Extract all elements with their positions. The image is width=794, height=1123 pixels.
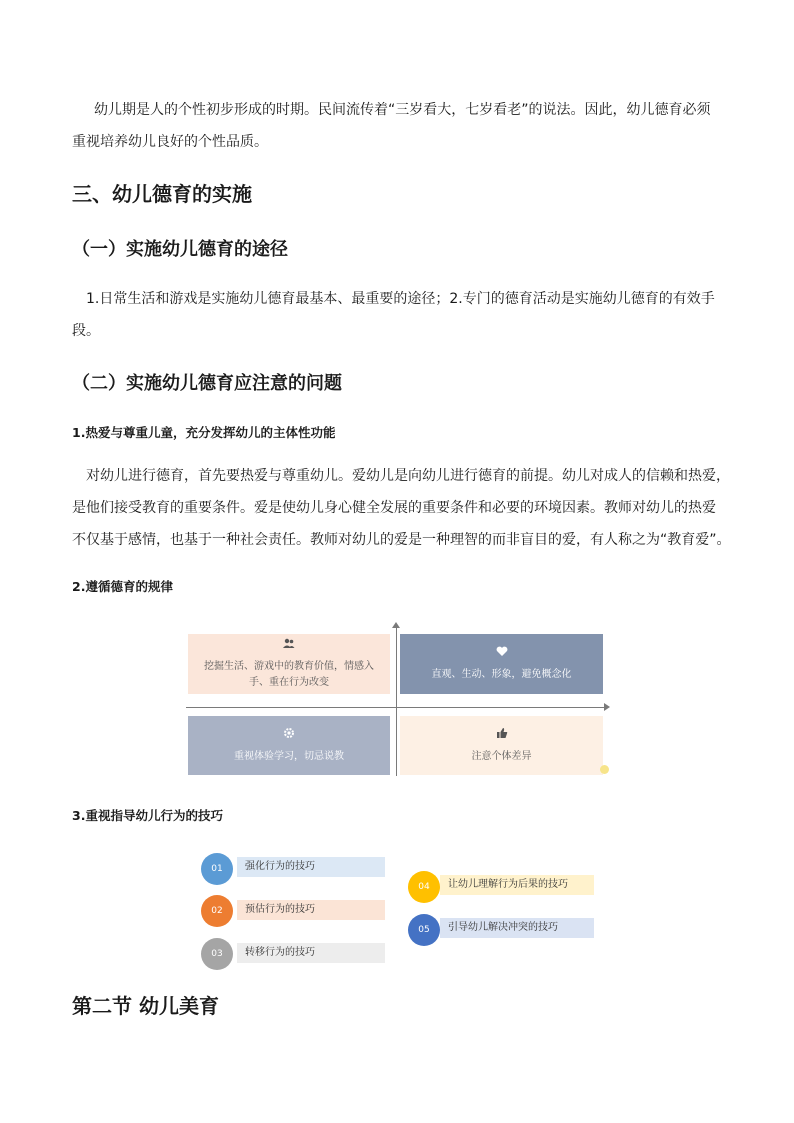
quadrant-bottom-left-text: 重视体验学习，切忌说教: [234, 750, 344, 762]
skill-number-05: 05: [408, 914, 440, 946]
gear-icon: [283, 727, 295, 745]
horizontal-axis-arrow: [604, 703, 610, 711]
people-icon: [283, 638, 295, 655]
item-1-line-1: 对幼儿进行德育，首先要热爱与尊重幼儿。爱幼儿是向幼儿进行德育的前提。幼儿对成人的信赖和热爱，: [86, 468, 730, 484]
skill-bar-05: [440, 918, 594, 938]
item-2-title: 2.遵循德育的规律: [72, 579, 173, 594]
quadrant-top-left-text: 挖掘生活、游戏中的教育价值，情感入手、重在行为改变: [204, 660, 374, 688]
subsection-1-line-1: 1.日常生活和游戏是实施幼儿德育最基本、最重要的途径；2.专门的德育活动是实施幼儿德育的有效手: [86, 291, 715, 307]
quadrant-top-right: [400, 634, 603, 694]
intro-line-1: 幼儿期是人的个性初步形成的时期。民间流传着“三岁看大，七岁看老”的说法。因此，幼儿德育必须: [94, 102, 711, 118]
skill-bar-04: [440, 875, 594, 895]
skill-label: 让幼儿理解行为后果的技巧: [448, 879, 568, 890]
subsection-2-title: （二）实施幼儿德育应注意的问题: [72, 373, 342, 394]
quadrant-top-right-text: 直观、生动、形象，避免概念化: [431, 668, 572, 680]
horizontal-axis: [186, 707, 606, 708]
skill-bar-03: [237, 943, 385, 963]
item-1-title: 1.热爱与尊重儿童，充分发挥幼儿的主体性功能: [72, 425, 336, 440]
intro-line-2: 重视培养幼儿良好的个性品质。: [72, 134, 268, 150]
skill-number-04: 04: [408, 871, 440, 903]
decorative-dot: [600, 765, 609, 774]
skill-label: 预估行为的技巧: [245, 904, 315, 915]
thumbs-up-icon: [496, 727, 508, 745]
skill-number-03: 03: [201, 938, 233, 970]
vertical-axis: [396, 624, 397, 776]
section-3-title: 三、幼儿德育的实施: [72, 182, 252, 206]
subsection-1-line-2: 段。: [72, 323, 100, 339]
skill-number-02: 02: [201, 895, 233, 927]
subsection-1-title: （一）实施幼儿德育的途径: [72, 239, 288, 260]
skill-label: 强化行为的技巧: [245, 861, 315, 872]
skill-number-01: 01: [201, 853, 233, 885]
next-section-title: 第二节 幼儿美育: [72, 994, 219, 1018]
item-3-title: 3.重视指导幼儿行为的技巧: [72, 808, 223, 823]
quadrant-top-left: [188, 634, 390, 694]
skill-label: 引导幼儿解决冲突的技巧: [448, 922, 558, 933]
heart-icon: [496, 646, 508, 663]
item-1-line-2: 是他们接受教育的重要条件。爱是使幼儿身心健全发展的重要条件和必要的环境因素。教师对幼儿的热爱: [72, 500, 716, 516]
item-1-line-3: 不仅基于感情，也基于一种社会责任。教师对幼儿的爱是一种理智的而非盲目的爱，有人称之为“教育爱”。: [72, 532, 731, 548]
quadrant-bottom-left: [188, 716, 390, 775]
quadrant-bottom-right-text: 注意个体差异: [471, 750, 532, 762]
skill-bar-02: [237, 900, 385, 920]
skill-bar-01: [237, 857, 385, 877]
skill-label: 转移行为的技巧: [245, 947, 315, 958]
quadrant-bottom-right: [400, 716, 603, 775]
vertical-axis-arrow: [392, 622, 400, 628]
